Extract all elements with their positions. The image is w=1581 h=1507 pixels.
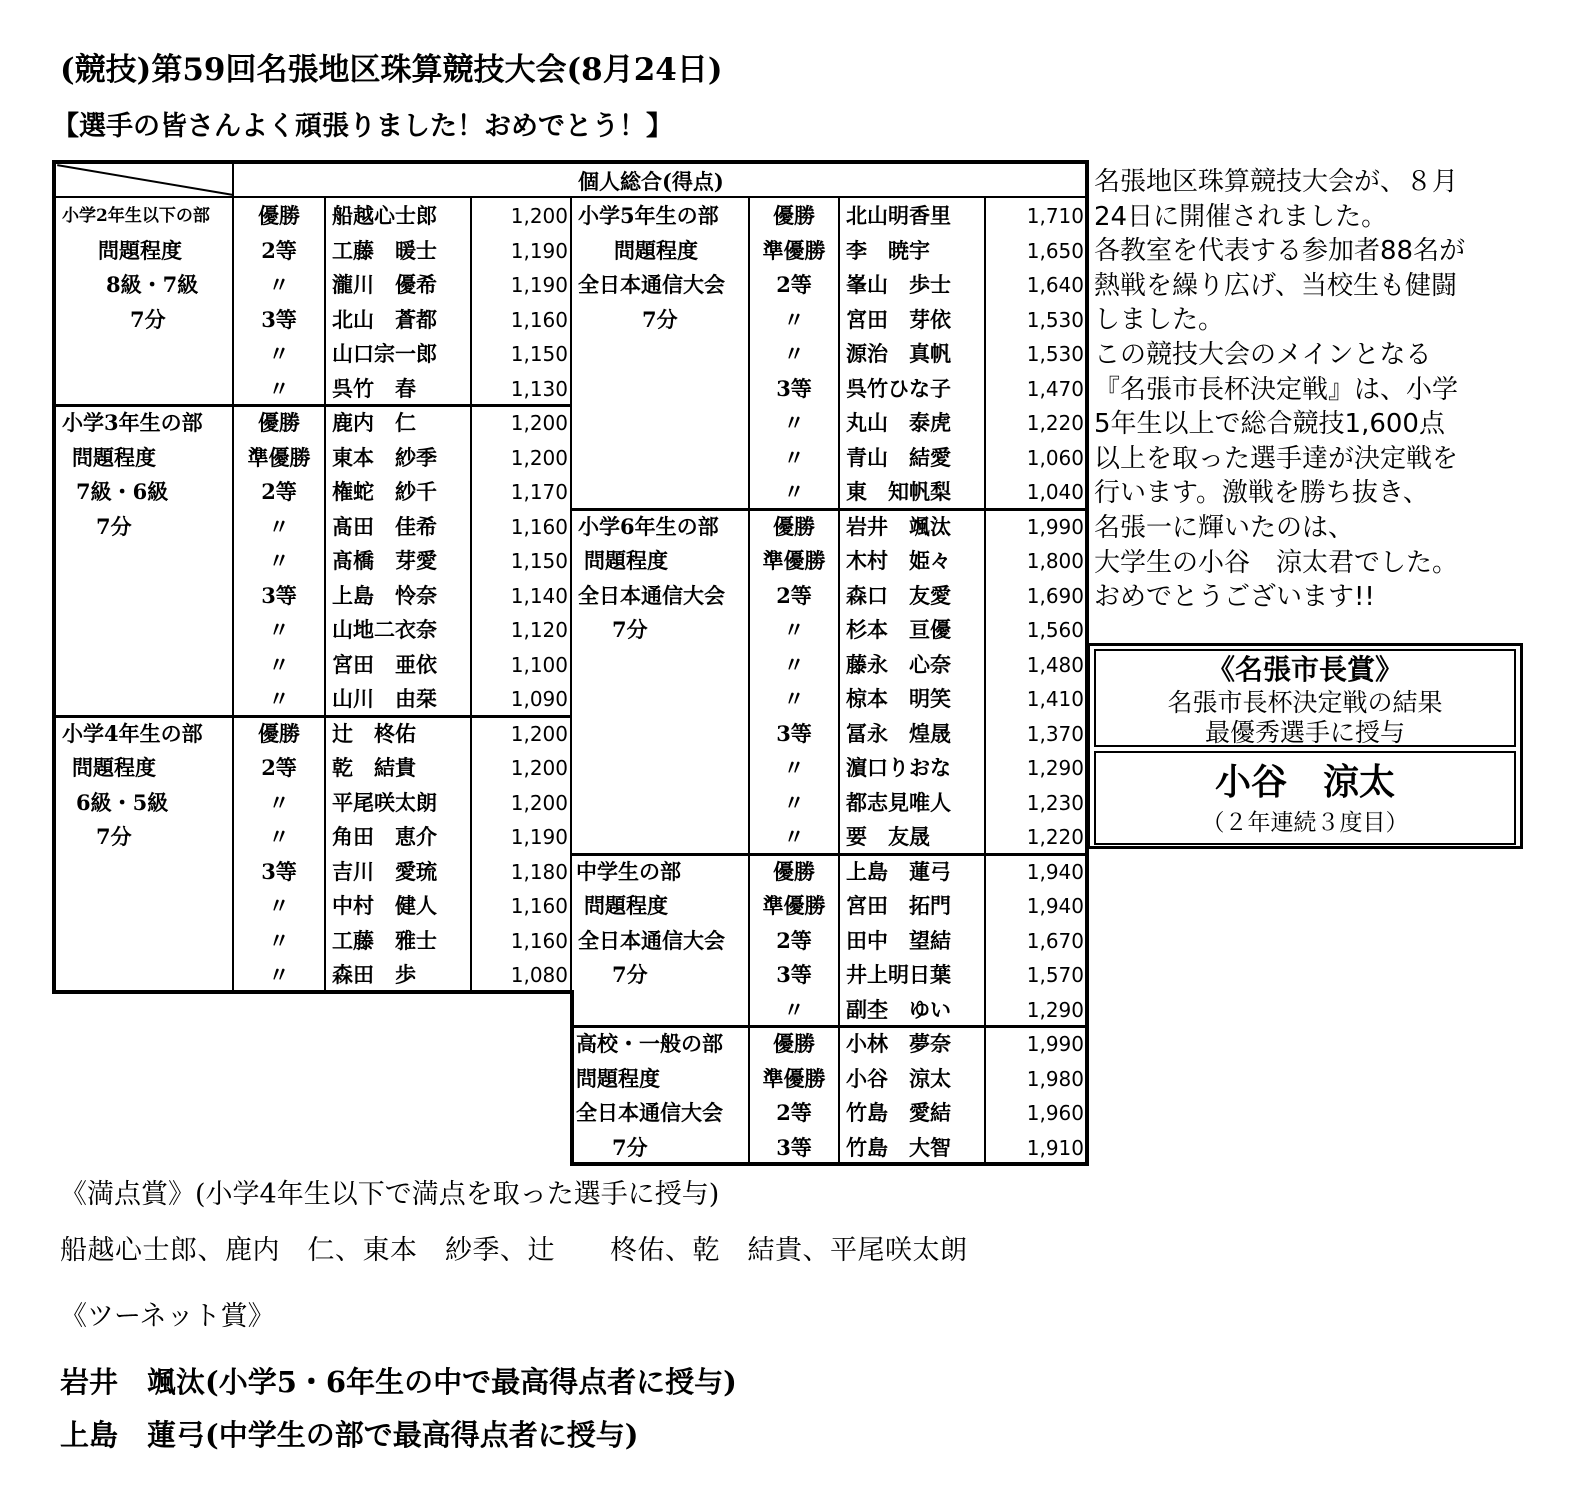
- rank-cell: 3等: [261, 306, 297, 332]
- name-cell: 小谷 涼太: [846, 1065, 951, 1091]
- rank-cell: 〃: [783, 617, 805, 642]
- name-cell: 鹿内 仁: [332, 410, 416, 435]
- name-cell: 中村 健人: [332, 893, 437, 918]
- rank-cell: 準優勝: [762, 1065, 826, 1091]
- score-cell: 1,530: [1026, 342, 1084, 366]
- award-desc-2: 最優秀選手に授与: [1204, 718, 1405, 747]
- page-title: (競技)第59回名張地区珠算競技大会(8月24日): [60, 52, 723, 88]
- score-cell: 1,180: [510, 859, 568, 884]
- category-label: 問題程度: [614, 237, 698, 263]
- rank-cell: 2等: [776, 272, 812, 297]
- category-label: 問題程度: [72, 755, 156, 780]
- rank-cell: 2等: [776, 927, 812, 953]
- rank-cell: 〃: [268, 927, 290, 953]
- side-text-line: 名張地区珠算競技大会が、８月: [1094, 167, 1459, 197]
- name-cell: 都志見唯人: [846, 789, 951, 815]
- side-text-line: おめでとうございます!!: [1094, 582, 1375, 613]
- category-label: 小学5年生の部: [578, 203, 719, 228]
- award-desc-1: 名張市長杯決定戦の結果: [1167, 688, 1443, 717]
- name-cell: 東本 紗季: [332, 444, 437, 470]
- rank-cell: 3等: [776, 1134, 812, 1160]
- name-cell: 宮田 亜依: [332, 651, 437, 677]
- rank-cell: 〃: [268, 617, 290, 642]
- name-cell: 角田 恵介: [332, 824, 437, 849]
- rank-cell: 〃: [783, 824, 805, 849]
- rank-cell: 準優勝: [762, 893, 826, 918]
- rank-cell: 〃: [783, 789, 805, 815]
- col-rule: [570, 198, 572, 992]
- category-label: 小学2年生以下の部: [62, 206, 210, 226]
- rank-cell: 準優勝: [247, 444, 311, 470]
- award-winner: 小谷 涼太: [1214, 762, 1395, 803]
- rank-cell: 準優勝: [762, 237, 826, 263]
- category-label: 問題程度: [584, 893, 668, 918]
- rank-cell: 〃: [783, 410, 805, 435]
- col-rule: [324, 198, 326, 992]
- name-cell: 呉竹ひな子: [846, 375, 951, 401]
- rank-cell: 2等: [261, 479, 297, 504]
- category-label: 中学生の部: [576, 858, 681, 884]
- name-cell: 山地二衣奈: [332, 617, 437, 642]
- score-cell: 1,650: [1026, 238, 1084, 263]
- score-cell: 1,200: [510, 204, 568, 228]
- category-label: 7分: [96, 824, 132, 849]
- side-text-line: 熱戦を繰り広げ、当校生も健闘: [1094, 270, 1457, 301]
- name-cell: 工藤 雅士: [332, 927, 437, 953]
- rank-cell: 3等: [776, 720, 812, 746]
- score-cell: 1,190: [510, 238, 568, 263]
- rank-cell: 〃: [268, 686, 290, 711]
- score-cell: 1,220: [1026, 411, 1084, 435]
- score-cell: 1,230: [1026, 790, 1084, 815]
- name-cell: 吉川 愛琉: [332, 858, 437, 884]
- score-cell: 1,690: [1026, 583, 1084, 608]
- rank-cell: 〃: [268, 272, 290, 297]
- name-cell: 岩井 颯汰: [846, 513, 951, 539]
- category-label: 小学3年生の部: [62, 410, 203, 435]
- name-cell: 田中 望結: [846, 927, 951, 953]
- score-cell: 1,160: [510, 307, 568, 332]
- rank-cell: 2等: [776, 582, 812, 608]
- rank-cell: 〃: [783, 755, 805, 780]
- name-cell: 乾 結貴: [332, 755, 416, 780]
- name-cell: 宮田 拓門: [846, 893, 951, 918]
- rank-cell: 優勝: [773, 513, 815, 539]
- category-label: 全日本通信大会: [578, 582, 725, 608]
- category-label: 7分: [642, 306, 678, 332]
- award-note: （２年連続３度目）: [1201, 810, 1409, 836]
- name-cell: 森田 歩: [332, 962, 416, 987]
- name-cell: 井上明日葉: [846, 962, 951, 987]
- side-text-line: 5年生以上で総合競技1,600点: [1094, 409, 1445, 440]
- score-cell: 1,080: [510, 963, 568, 987]
- award-title: 《名張市長賞》: [1206, 653, 1403, 686]
- score-cell: 1,150: [510, 549, 568, 573]
- tournet-award-1: 岩井 颯汰(小学5・6年生の中で最高得点者に授与): [60, 1365, 737, 1399]
- rank-cell: 〃: [783, 479, 805, 504]
- name-cell: 北山明香里: [846, 203, 951, 228]
- rank-cell: 〃: [268, 962, 290, 987]
- rank-cell: 〃: [268, 789, 290, 815]
- name-cell: 平尾咲太朗: [332, 789, 437, 815]
- category-label: 問題程度: [576, 1065, 660, 1091]
- score-cell: 1,710: [1026, 204, 1084, 228]
- rank-cell: 3等: [261, 582, 297, 608]
- name-cell: 李 暁宇: [846, 237, 930, 263]
- category-label: 7分: [612, 1134, 648, 1160]
- name-cell: 椋本 明笑: [846, 686, 951, 711]
- score-cell: 1,040: [1026, 480, 1084, 504]
- score-cell: 1,200: [510, 790, 568, 815]
- table-right-lower-left-border: [570, 990, 574, 1166]
- rank-cell: 〃: [268, 548, 290, 573]
- score-cell: 1,100: [510, 652, 568, 677]
- score-cell: 1,960: [1026, 1101, 1084, 1125]
- score-cell: 1,990: [1026, 1032, 1084, 1056]
- category-label: 7分: [612, 617, 648, 642]
- score-cell: 1,170: [510, 480, 568, 504]
- score-cell: 1,470: [1026, 376, 1084, 401]
- score-cell: 1,200: [510, 445, 568, 470]
- score-cell: 1,370: [1026, 721, 1084, 746]
- score-cell: 1,120: [510, 618, 568, 642]
- name-cell: 要 友晟: [846, 824, 930, 849]
- name-cell: 竹島 大智: [846, 1134, 951, 1160]
- score-cell: 1,220: [1026, 825, 1084, 849]
- name-cell: 源治 真帆: [846, 341, 951, 366]
- side-text-line: しました。: [1094, 305, 1225, 336]
- rank-cell: 〃: [783, 996, 805, 1022]
- rank-cell: 〃: [783, 686, 805, 711]
- side-text-line: この競技大会のメインとなる: [1094, 339, 1432, 370]
- score-cell: 1,160: [510, 928, 568, 953]
- score-cell: 1,980: [1026, 1066, 1084, 1091]
- score-cell: 1,160: [510, 514, 568, 539]
- table-header-label: 個人総合(得点): [578, 169, 724, 194]
- score-cell: 1,140: [510, 583, 568, 608]
- score-cell: 1,090: [510, 687, 568, 711]
- rank-cell: 優勝: [258, 203, 300, 228]
- rank-cell: 優勝: [258, 720, 300, 746]
- category-label: 全日本通信大会: [576, 1100, 723, 1125]
- score-cell: 1,160: [510, 894, 568, 918]
- score-cell: 1,480: [1026, 652, 1084, 677]
- mayor-award-box: [1087, 643, 1523, 849]
- category-label: 7分: [96, 513, 132, 539]
- name-cell: 東 知帆梨: [846, 479, 951, 504]
- side-text-line: 大学生の小谷 涼太君でした。: [1094, 547, 1459, 578]
- side-description: [1094, 165, 1564, 615]
- side-text-line: 各教室を代表する参加者88名が: [1094, 236, 1466, 267]
- category-label: 小学6年生の部: [578, 513, 719, 539]
- name-cell: 船越心士郎: [332, 203, 437, 228]
- name-cell: 木村 姫々: [846, 548, 951, 573]
- perfect-award-names: 船越心士郎、鹿内 仁、東本 紗季、辻 柊佑、乾 結貴、平尾咲太朗: [60, 1235, 968, 1266]
- rank-cell: 〃: [268, 651, 290, 677]
- tournet-award-title: 《ツーネット賞》: [60, 1301, 275, 1332]
- score-cell: 1,990: [1026, 514, 1084, 539]
- category-label: 8級・7級: [106, 272, 199, 297]
- score-cell: 1,570: [1026, 963, 1084, 987]
- score-cell: 1,940: [1026, 894, 1084, 918]
- rank-cell: 〃: [783, 341, 805, 366]
- rank-cell: 優勝: [773, 203, 815, 228]
- rank-cell: 優勝: [773, 858, 815, 884]
- score-cell: 1,150: [510, 342, 568, 366]
- score-cell: 1,190: [510, 273, 568, 297]
- rank-cell: 3等: [261, 858, 297, 884]
- category-label: 小学4年生の部: [62, 720, 203, 746]
- side-text-line: 以上を取った選手達が決定戦を: [1094, 443, 1459, 474]
- perfect-award-title: 《満点賞》(小学4年生以下で満点を取った選手に授与): [60, 1179, 720, 1210]
- name-cell: 瀧川 優希: [332, 272, 437, 297]
- name-cell: 冨永 煌晟: [846, 720, 951, 746]
- rank-cell: 〃: [268, 513, 290, 539]
- rank-cell: 〃: [268, 824, 290, 849]
- rank-cell: 優勝: [773, 1031, 815, 1056]
- rank-cell: 2等: [261, 237, 297, 263]
- name-cell: 丸山 泰虎: [846, 410, 951, 435]
- score-cell: 1,530: [1026, 307, 1084, 332]
- score-cell: 1,410: [1026, 687, 1084, 711]
- score-cell: 1,190: [510, 825, 568, 849]
- table-left-border: [52, 160, 56, 993]
- category-label: 全日本通信大会: [578, 927, 725, 953]
- rank-cell: 〃: [783, 306, 805, 332]
- rank-cell: 〃: [783, 444, 805, 470]
- score-cell: 1,290: [1026, 756, 1084, 780]
- category-label: 問題程度: [584, 548, 668, 573]
- score-cell: 1,670: [1026, 928, 1084, 953]
- name-cell: 濵口りおな: [846, 755, 951, 780]
- category-label: 全日本通信大会: [578, 272, 725, 297]
- side-text-line: 行います。激戦を勝ち抜き、: [1094, 478, 1429, 509]
- name-cell: 藤永 心奈: [846, 651, 951, 677]
- score-cell: 1,640: [1026, 273, 1084, 297]
- score-cell: 1,130: [510, 376, 568, 401]
- category-label: 7分: [130, 306, 166, 332]
- score-cell: 1,200: [510, 721, 568, 746]
- name-cell: 工藤 暖士: [332, 237, 437, 263]
- award-winner-box: [1094, 751, 1516, 845]
- name-cell: 辻 柊佑: [332, 720, 416, 746]
- score-cell: 1,290: [1026, 997, 1084, 1022]
- score-cell: 1,940: [1026, 859, 1084, 884]
- rank-cell: 〃: [268, 375, 290, 401]
- score-cell: 1,200: [510, 756, 568, 780]
- name-cell: 呉竹 春: [332, 375, 416, 401]
- category-label: 6級・5級: [76, 789, 169, 815]
- rank-cell: 2等: [776, 1100, 812, 1125]
- rank-cell: 準優勝: [762, 548, 826, 573]
- header-diagonal: [57, 164, 233, 196]
- rank-cell: 3等: [776, 962, 812, 987]
- name-cell: 森口 友愛: [846, 582, 951, 608]
- award-header: [1094, 649, 1516, 747]
- name-cell: 杉本 亘優: [846, 617, 951, 642]
- category-label: 問題程度: [98, 237, 182, 263]
- rank-cell: 3等: [776, 375, 812, 401]
- score-cell: 1,560: [1026, 618, 1084, 642]
- table-top-border: [52, 160, 1089, 164]
- rank-cell: 優勝: [258, 410, 300, 435]
- name-cell: 小林 夢奈: [846, 1031, 951, 1056]
- name-cell: 上島 蓮弓: [846, 858, 951, 884]
- name-cell: 宮田 芽依: [846, 306, 951, 332]
- name-cell: 北山 蒼都: [332, 306, 437, 332]
- name-cell: 髙田 佳希: [332, 513, 437, 539]
- tournet-award-2: 上島 蓮弓(中学生の部で最高得点者に授与): [60, 1418, 639, 1452]
- score-cell: 1,800: [1026, 549, 1084, 573]
- side-text-line: 名張一に輝いたのは、: [1094, 512, 1355, 543]
- rank-cell: 〃: [268, 341, 290, 366]
- name-cell: 副杢 ゆい: [846, 996, 951, 1022]
- name-cell: 髙橋 芽愛: [332, 548, 437, 573]
- category-label: 7級・6級: [76, 479, 169, 504]
- rank-cell: 〃: [268, 893, 290, 918]
- category-label: 7分: [612, 962, 648, 987]
- name-cell: 上島 怜奈: [332, 582, 437, 608]
- score-cell: 1,200: [510, 411, 568, 435]
- side-text-line: 24日に開催されました。: [1094, 201, 1388, 232]
- name-cell: 権蛇 紗千: [332, 479, 437, 504]
- category-label: 高校・一般の部: [576, 1031, 723, 1056]
- name-cell: 青山 結愛: [846, 444, 951, 470]
- score-cell: 1,910: [1026, 1135, 1084, 1160]
- rank-cell: 〃: [783, 651, 805, 677]
- score-cell: 1,060: [1026, 445, 1084, 470]
- side-text-line: 『名張市長杯決定戦』は、小学: [1094, 374, 1459, 405]
- col-rule: [838, 198, 840, 1164]
- name-cell: 竹島 愛結: [846, 1100, 951, 1125]
- name-cell: 山川 由栞: [332, 686, 437, 711]
- name-cell: 山口宗一郎: [332, 341, 437, 366]
- category-label: 問題程度: [72, 444, 156, 470]
- page-subtitle: 【選手の皆さんよく頑張りました！おめでとう！】: [52, 111, 673, 142]
- name-cell: 峯山 歩士: [846, 272, 951, 297]
- rank-cell: 2等: [261, 755, 297, 780]
